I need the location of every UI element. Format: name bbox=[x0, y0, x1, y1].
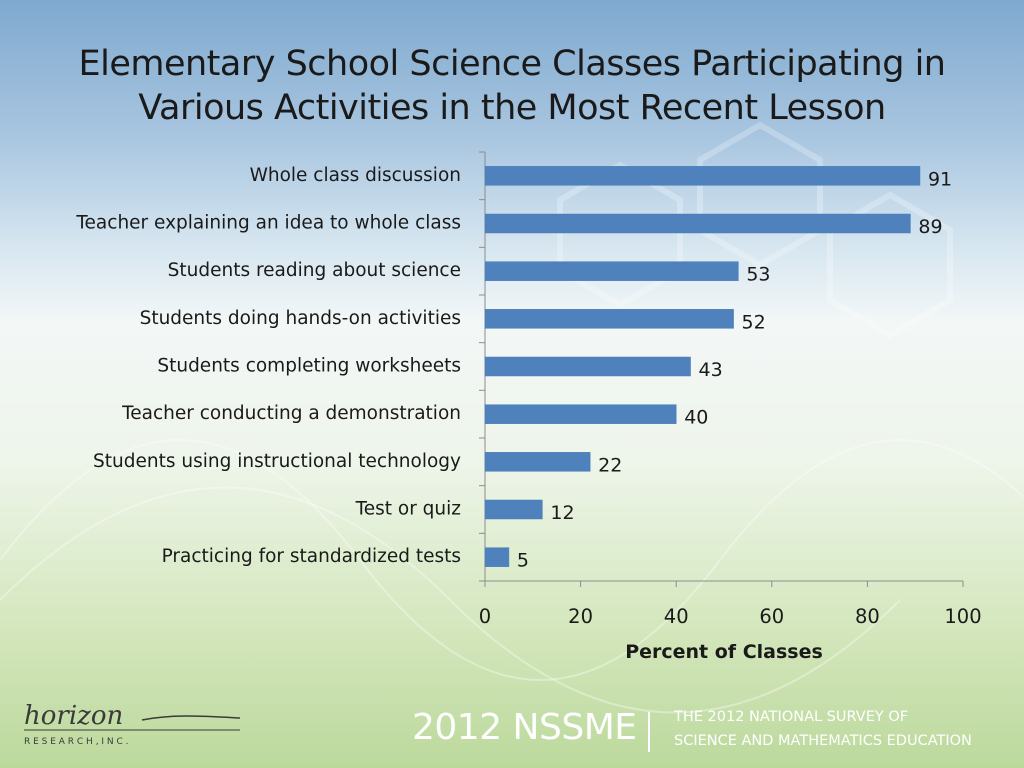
x-tick-label-2: 40 bbox=[663, 605, 689, 628]
data-label-1: 89 bbox=[918, 216, 943, 238]
category-label-3: Students doing hands-on activities bbox=[139, 307, 461, 329]
data-label-2: 53 bbox=[746, 263, 771, 286]
category-label-6: Students using instructional technology bbox=[93, 450, 461, 472]
data-label-5: 40 bbox=[684, 406, 709, 429]
data-label-0: 91 bbox=[927, 168, 953, 191]
data-label-8: 5 bbox=[516, 549, 529, 572]
category-label-1: Teacher explaining an idea to whole class bbox=[76, 212, 461, 234]
footer-survey-line-1: THE 2012 NATIONAL SURVEY OF bbox=[674, 709, 909, 725]
bar-5 bbox=[485, 405, 676, 424]
x-tick-label-1: 20 bbox=[568, 605, 594, 628]
nssme-label: 2012 NSSME bbox=[412, 707, 637, 748]
bar-8 bbox=[485, 548, 509, 567]
bar-2 bbox=[485, 262, 738, 281]
horizon-logo bbox=[22, 700, 242, 750]
bar-3 bbox=[485, 309, 734, 328]
chart-title-line-1: Elementary School Science Classes Participating in bbox=[78, 44, 946, 84]
category-label-5: Teacher conducting a demonstration bbox=[122, 403, 461, 425]
category-label-4: Students completing worksheets bbox=[157, 355, 461, 377]
footer-survey-line-2: SCIENCE AND MATHEMATICS EDUCATION bbox=[674, 733, 972, 749]
data-label-4: 43 bbox=[698, 359, 723, 381]
x-tick-label-0: 0 bbox=[478, 605, 492, 628]
chart-title-line-2: Various Activities in the Most Recent Lesson bbox=[138, 88, 886, 128]
logo-subtext: R E S E A R C H , I N C . bbox=[24, 737, 129, 747]
category-label-2: Students reading about science bbox=[167, 260, 461, 282]
footer-divider bbox=[648, 712, 650, 752]
footer-survey-name bbox=[674, 705, 972, 753]
bar-1 bbox=[485, 214, 910, 233]
data-label-3: 52 bbox=[741, 311, 766, 334]
x-tick-label-4: 80 bbox=[854, 605, 880, 628]
category-label-7: Test or quiz bbox=[355, 498, 461, 520]
logo-wordmark: horizon bbox=[24, 701, 124, 731]
data-label-6: 22 bbox=[598, 454, 623, 477]
logo-swoosh bbox=[142, 716, 240, 720]
bar-6 bbox=[485, 452, 590, 471]
x-tick-label-5: 100 bbox=[944, 605, 982, 628]
data-label-7: 12 bbox=[550, 502, 575, 524]
x-tick-label-3: 60 bbox=[759, 605, 785, 628]
x-axis-label: Percent of Classes bbox=[625, 641, 823, 663]
category-label-8: Practicing for standardized tests bbox=[161, 546, 461, 568]
bar-0 bbox=[485, 166, 920, 185]
bar-7 bbox=[485, 500, 542, 519]
bar-4 bbox=[485, 357, 691, 376]
category-label-0: Whole class discussion bbox=[249, 164, 461, 186]
